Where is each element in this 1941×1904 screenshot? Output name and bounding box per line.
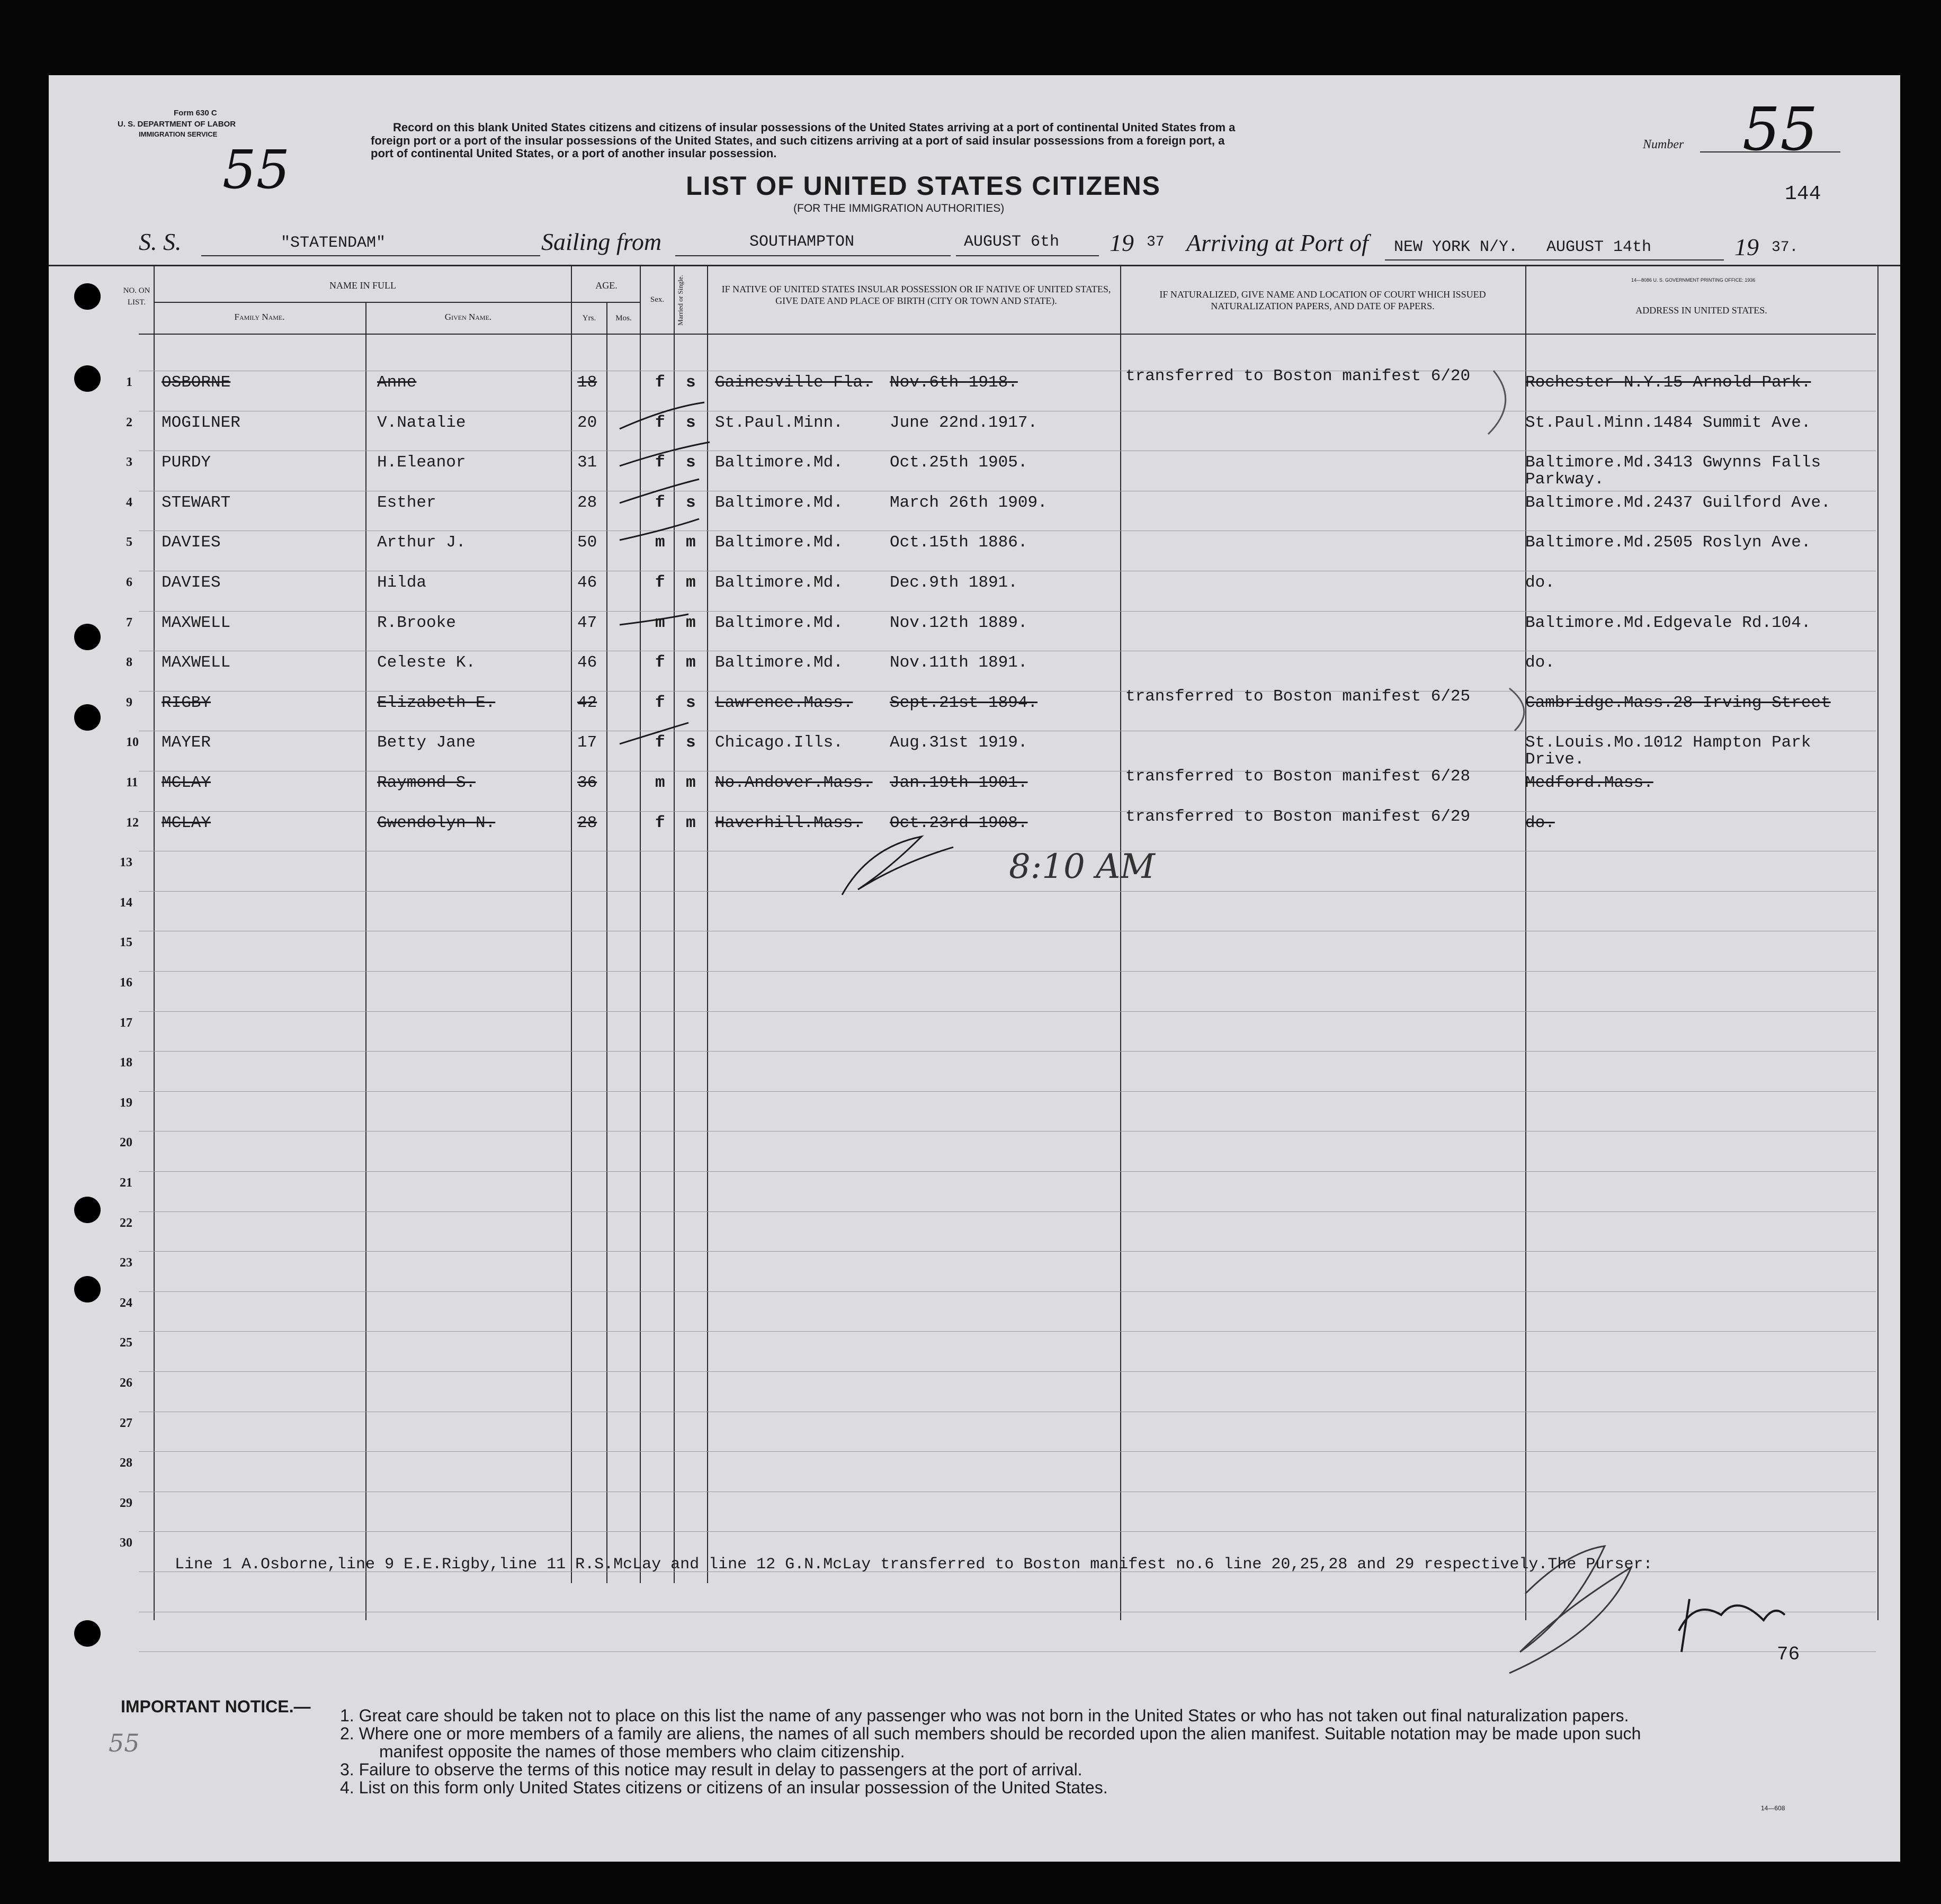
family-name: MAYER	[162, 733, 211, 752]
given-name: Elizabeth E.	[377, 694, 496, 712]
sailing-label: Sailing from	[541, 228, 662, 255]
header-sex: Sex.	[650, 295, 665, 304]
given-name: H.Eleanor	[377, 453, 466, 472]
sex: m	[655, 774, 665, 792]
row-number: 6	[126, 576, 132, 589]
empty-row-number: 28	[120, 1456, 132, 1470]
married-single: s	[686, 493, 696, 512]
birth-place: Baltimore.Md.	[715, 573, 843, 592]
family-name: RIGBY	[162, 694, 211, 712]
address-line-1: St.Louis.Mo.1012 Hampton Park	[1525, 733, 1811, 752]
sex: f	[655, 573, 665, 592]
age-years: 28	[577, 493, 597, 512]
handwritten-time-mark: 8:10 AM	[1009, 847, 1155, 886]
birth-date: Oct.15th 1886.	[890, 533, 1028, 552]
notice-line-2: 2. Where one or more members of a family are aliens, the names of all such members should be recorded upon the alien manifest. Suitable notation may be made upon such	[340, 1724, 1641, 1743]
sex: f	[655, 373, 665, 392]
address-line-1: Baltimore.Md.2437 Guilford Ave.	[1525, 493, 1831, 512]
birth-place: Baltimore.Md.	[715, 493, 843, 512]
address-line-2: Drive.	[1525, 750, 1585, 769]
row-number: 1	[126, 375, 132, 389]
given-name: R.Brooke	[377, 614, 456, 632]
tick-mark	[620, 614, 688, 625]
header-married-single: Married or Single.	[676, 275, 684, 326]
address-line-1: Baltimore.Md.Edgevale Rd.104.	[1525, 614, 1811, 632]
birth-date: Oct.25th 1905.	[890, 453, 1028, 472]
empty-row-number: 23	[120, 1256, 132, 1270]
header-yrs: Yrs.	[582, 314, 596, 322]
empty-row-number: 14	[120, 896, 132, 910]
arrival-date: AUGUST 14th	[1546, 238, 1652, 256]
tick-mark	[620, 519, 699, 540]
married-single: m	[686, 533, 696, 552]
empty-row-number: 24	[120, 1296, 132, 1310]
birth-place: Haverhill.Mass.	[715, 814, 863, 832]
row-number: 3	[126, 455, 132, 469]
married-single: m	[686, 653, 696, 672]
arrival-year-prefix: 19	[1734, 233, 1759, 261]
empty-row-number: 20	[120, 1136, 132, 1149]
header-birth: IF NATIVE OF UNITED STATES INSULAR POSSESSION OR IF NATIVE OF UNITED STATES, GIVE DATE AND PLACE OF BIRTH (CITY OR TOWN AND STATE).	[721, 284, 1111, 306]
given-name: V.Natalie	[377, 414, 466, 432]
married-single: m	[686, 774, 696, 792]
service-name: IMMIGRATION SERVICE	[139, 130, 218, 138]
address-line-1: Rochester N.Y.15 Arnold Park.	[1525, 373, 1811, 392]
page-stamp: 144	[1785, 183, 1821, 205]
birth-date: Jan.19th 1901.	[890, 774, 1028, 792]
family-name: PURDY	[162, 453, 211, 472]
given-name: Gwendolyn N.	[377, 814, 496, 832]
birth-place: Gainesville Fla.	[715, 373, 873, 392]
given-name: Arthur J.	[377, 533, 466, 552]
sex: f	[655, 453, 665, 472]
age-years: 28	[577, 814, 597, 832]
birth-place: St.Paul.Minn.	[715, 414, 843, 432]
sex: f	[655, 493, 665, 512]
row-number: 9	[126, 696, 132, 709]
birth-place: Baltimore.Md.	[715, 453, 843, 472]
empty-row-number: 29	[120, 1496, 132, 1510]
department-name: U. S. DEPARTMENT OF LABOR	[118, 120, 236, 129]
notice-print-code: 14—608	[1761, 1804, 1785, 1812]
empty-row-number: 16	[120, 976, 132, 990]
empty-row-number: 26	[120, 1376, 132, 1390]
birth-place: Baltimore.Md.	[715, 533, 843, 552]
instruction-line-2: foreign port or a port of the insular possessions of the United States, and such citizens arriving at a port of said insular possessions from a foreign port, a	[371, 134, 1225, 147]
address-line-1: Medford.Mass.	[1525, 774, 1653, 792]
sailing-port: SOUTHAMPTON	[749, 233, 855, 251]
birth-place: Chicago.Ills.	[715, 733, 843, 752]
family-name: MOGILNER	[162, 414, 240, 432]
family-name: MCLAY	[162, 774, 211, 792]
empty-row-number: 22	[120, 1216, 132, 1230]
empty-row-number: 25	[120, 1336, 132, 1350]
page-number: 76	[1777, 1643, 1800, 1665]
naturalization-note: transferred to Boston manifest 6/29	[1125, 807, 1471, 826]
scribble-mark	[842, 837, 953, 895]
arrival-year: 37.	[1772, 239, 1799, 256]
family-name: STEWART	[162, 493, 231, 512]
header-address: ADDRESS IN UNITED STATES.	[1635, 305, 1767, 316]
family-name: DAVIES	[162, 533, 221, 552]
header-age: AGE.	[595, 280, 618, 291]
address-line-1: do.	[1525, 814, 1555, 832]
given-name: Esther	[377, 493, 436, 512]
sex: f	[655, 653, 665, 672]
birth-place: No.Andover.Mass.	[715, 774, 873, 792]
row-number: 7	[126, 616, 132, 630]
family-name: DAVIES	[162, 573, 221, 592]
notice-line-5: 4. List on this form only United States citizens or citizens of an insular possession of the United States.	[340, 1778, 1108, 1797]
tick-mark	[620, 402, 704, 429]
sailing-year-prefix: 19	[1110, 229, 1134, 256]
sex: m	[655, 614, 665, 632]
row-number: 4	[126, 496, 132, 509]
page-subtitle: (FOR THE IMMIGRATION AUTHORITIES)	[793, 202, 1005, 214]
age-years: 46	[577, 653, 597, 672]
address-line-1: do.	[1525, 573, 1555, 592]
notice-margin-mark: 55	[109, 1729, 140, 1757]
purser-signature	[1679, 1605, 1785, 1631]
printer-note: 14—8086 U. S. GOVERNMENT PRINTING OFFICE: 1936	[1631, 277, 1756, 283]
number-label: Number	[1643, 138, 1684, 151]
notice-label: IMPORTANT NOTICE.—	[121, 1697, 311, 1716]
row-number: 2	[126, 416, 132, 429]
birth-place: Lawrence.Mass.	[715, 694, 853, 712]
family-name: MAXWELL	[162, 614, 231, 632]
sex: m	[655, 533, 665, 552]
notice-line-3: manifest opposite the names of those members who claim citizenship.	[379, 1742, 905, 1761]
family-name: OSBORNE	[162, 373, 231, 392]
address-line-1: do.	[1525, 653, 1555, 672]
married-single: m	[686, 614, 696, 632]
given-name: Hilda	[377, 573, 427, 592]
ship-name: "STATENDAM"	[281, 234, 386, 252]
married-single: s	[686, 733, 696, 752]
birth-date: Oct.23rd 1908.	[890, 814, 1028, 832]
sex: f	[655, 414, 665, 432]
handwritten-number: 55	[1742, 95, 1818, 164]
row-number: 11	[126, 776, 138, 789]
address-line-1: Baltimore.Md.2505 Roslyn Ave.	[1525, 533, 1811, 552]
birth-date: June 22nd.1917.	[890, 414, 1038, 432]
birth-date: Nov.11th 1891.	[890, 653, 1028, 672]
notice-line-4: 3. Failure to observe the terms of this notice may result in delay to passengers at the port of arrival.	[340, 1760, 1083, 1779]
row-number: 8	[126, 655, 132, 669]
married-single: m	[686, 814, 696, 832]
scribble-mark	[1509, 688, 1524, 731]
address-line-1: Baltimore.Md.3413 Gwynns Falls	[1525, 453, 1821, 472]
given-name: Anne	[377, 373, 417, 392]
address-line-1: St.Paul.Minn.1484 Summit Ave.	[1525, 414, 1811, 432]
sex: f	[655, 694, 665, 712]
family-name: MAXWELL	[162, 653, 231, 672]
married-single: s	[686, 373, 696, 392]
birth-date: March 26th 1909.	[890, 493, 1048, 512]
married-single: s	[686, 453, 696, 472]
given-name: Celeste K.	[377, 653, 476, 672]
arrival-port: NEW YORK N/Y.	[1394, 238, 1518, 256]
empty-row-number: 15	[120, 936, 132, 949]
birth-place: Baltimore.Md.	[715, 653, 843, 672]
page-title: LIST OF UNITED STATES CITIZENS	[686, 171, 1161, 201]
age-years: 20	[577, 414, 597, 432]
naturalization-note: transferred to Boston manifest 6/28	[1125, 767, 1471, 786]
age-years: 18	[577, 373, 597, 392]
address-line-2: Parkway.	[1525, 470, 1604, 489]
age-years: 17	[577, 733, 597, 752]
birth-date: Dec.9th 1891.	[890, 573, 1018, 592]
age-years: 42	[577, 694, 597, 712]
tick-mark	[620, 723, 688, 744]
tick-mark	[620, 442, 710, 466]
ss-label: S. S.	[139, 228, 182, 255]
family-name: MCLAY	[162, 814, 211, 832]
given-name: Raymond S.	[377, 774, 476, 792]
naturalization-note: transferred to Boston manifest 6/25	[1125, 687, 1471, 706]
transfer-footnote: Line 1 A.Osborne,line 9 E.E.Rigby,line 11 R.S.McLay and line 12 G.N.McLay transferred to Boston manifest no.6 line 20,25,28 and 29 respectively.The Purser:	[175, 1556, 1653, 1574]
row-number: 5	[126, 535, 132, 549]
birth-date: Sept.21st 1894.	[890, 694, 1038, 712]
birth-place: Baltimore.Md.	[715, 614, 843, 632]
married-single: s	[686, 694, 696, 712]
sailing-year: 37	[1147, 234, 1165, 250]
age-years: 36	[577, 774, 597, 792]
age-years: 31	[577, 453, 597, 472]
empty-row-number: 30	[120, 1536, 132, 1550]
birth-date: Nov.12th 1889.	[890, 614, 1028, 632]
given-name: Betty Jane	[377, 733, 476, 752]
handwritten-top-number: 55	[222, 139, 290, 201]
notice-line-1: 1. Great care should be taken not to place on this list the name of any passenger who was not born in the United States or who has not taken out final naturalization papers.	[340, 1706, 1629, 1725]
empty-row-number: 21	[120, 1176, 132, 1190]
empty-row-number: 13	[120, 856, 132, 869]
header-name-in-full: NAME IN FULL	[329, 280, 396, 291]
header-given-name: Given Name.	[444, 312, 492, 322]
instruction-line-1: Record on this blank United States citizens and citizens of insular possessions of the United States arriving at a port of continental United States from a	[393, 121, 1236, 134]
instruction-line-3: port of continental United States, or a port of another insular possession.	[371, 147, 777, 160]
empty-row-number: 19	[120, 1096, 132, 1110]
empty-row-number: 27	[120, 1416, 132, 1430]
scribble-mark	[1488, 371, 1506, 434]
naturalization-note: transferred to Boston manifest 6/20	[1125, 367, 1471, 385]
age-years: 47	[577, 614, 597, 632]
empty-row-number: 18	[120, 1056, 132, 1070]
form-number: Form 630 C	[174, 109, 217, 118]
header-naturalized: IF NATURALIZED, GIVE NAME AND LOCATION OF COURT WHICH ISSUED NATURALIZATION PAPERS, AND DATE OF PAPERS.	[1159, 289, 1486, 311]
birth-date: Nov.6th 1918.	[890, 373, 1018, 392]
header-no: NO. ON LIST.	[123, 286, 150, 307]
sailing-date: AUGUST 6th	[964, 233, 1060, 251]
tick-mark	[620, 479, 699, 503]
row-number: 10	[126, 735, 139, 749]
empty-row-number: 17	[120, 1016, 132, 1030]
age-years: 50	[577, 533, 597, 552]
arriving-label: Arriving at Port of	[1186, 229, 1368, 256]
married-single: m	[686, 573, 696, 592]
age-years: 46	[577, 573, 597, 592]
row-number: 12	[126, 816, 139, 830]
birth-date: Aug.31st 1919.	[890, 733, 1028, 752]
address-line-1: Cambridge.Mass.28 Irving Street	[1525, 694, 1831, 712]
sex: f	[655, 814, 665, 832]
header-mos: Mos.	[615, 314, 632, 322]
header-family-name: Family Name.	[234, 312, 285, 322]
sex: f	[655, 733, 665, 752]
married-single: s	[686, 414, 696, 432]
